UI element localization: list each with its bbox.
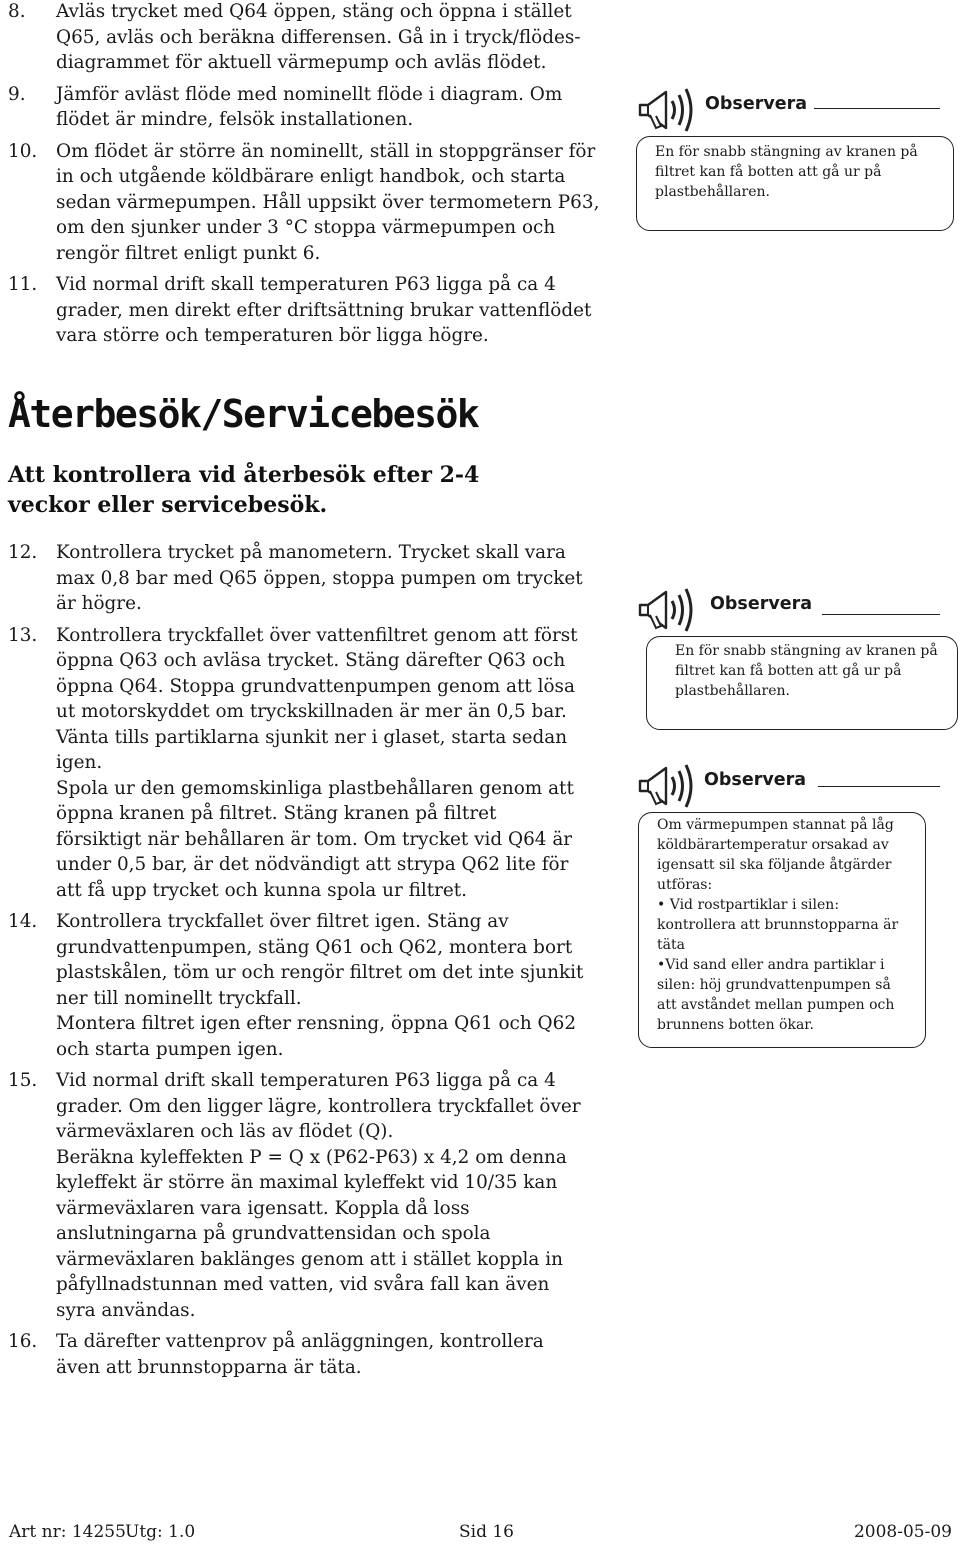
note-text: En för snabb stängning av kranen på filtret kan få botten att gå ur på plastbehållaren.: [675, 643, 938, 699]
section-heading: Återbesök/Servicebesök: [8, 392, 479, 436]
step-text: Avläs trycket med Q64 öppen, stäng och öppna i stället Q65, avläs och beräkna differensen. Gå in i tryck/flödes-diagrammet för aktuell värmepump och avläs flödet.: [56, 1, 581, 73]
step-text: Jämför avläst flöde med nominellt flöde i diagram. Om flödet är mindre, felsök installationen.: [56, 83, 563, 130]
note-text: En för snabb stängning av kranen på filtret kan få botten att gå ur på plastbehållaren.: [655, 144, 918, 200]
megaphone-icon: [636, 760, 704, 812]
step-12: [8, 540, 584, 617]
note-header: [636, 584, 954, 636]
step-text: Kontrollera tryckfallet över filtret igen. Stäng av grundvattenpumpen, stäng Q61 och Q62, montera bort plastskålen, töm ur och rengör filtret om det inte sjunkit ner till nominellt tryckfall.: [56, 911, 584, 1009]
step-15: [8, 1068, 584, 1323]
divider: [814, 108, 940, 109]
step-number: 11.: [8, 274, 38, 295]
step-number: 9.: [8, 83, 26, 105]
step-text: Ta därefter vattenprov på anläggningen, kontrollera även att brunnstopparna är täta.: [56, 1331, 544, 1378]
step-number: 16.: [8, 1331, 38, 1352]
step-text: Vid normal drift skall temperaturen P63 ligga på ca 4 grader, men direkt efter driftsättning brukar vattenflödet vara större och temperaturen bör ligga högre.: [56, 274, 592, 346]
step-number: 14.: [8, 911, 38, 932]
note-box: [636, 136, 954, 231]
step-10: [8, 139, 608, 267]
step-text: Om flödet är större än nominellt, ställ in stoppgränser för in och utgående köldbärare enligt handbok, och starta sedan värmepumpen. Håll uppsikt över termometern P63, om den sjunker under 3 °C stoppa värmepumpen och rengör filtret enligt punkt 6.: [56, 140, 600, 264]
note-observera-1: [636, 84, 954, 231]
step-number: 12.: [8, 542, 38, 563]
step-8: [8, 0, 608, 76]
step-text: Kontrollera tryckfallet över vattenfiltret genom att först öppna Q63 och avläsa trycket. Stäng därefter Q63 och öppna Q64. Stoppa grundvattenpumpen genom att lösa ut motorskyddet om tryckskillnaden är mer än 0,5 bar. Vänta tills partiklarna sjunkit ner i glaset, starta sedan igen.: [56, 624, 578, 773]
bottom-steps: [8, 540, 584, 1380]
note-header: [636, 760, 954, 812]
note-box: [638, 812, 926, 1048]
note-bullet: • Vid rostpartiklar i silen: kontrollera att brunnstopparna är täta: [657, 897, 899, 953]
step-text: Montera filtret igen efter rensning, öppna Q61 och Q62 och starta pumpen igen.: [56, 1013, 577, 1060]
divider: [818, 786, 940, 787]
step-number: 8.: [8, 1, 26, 22]
step-text: Vid normal drift skall temperaturen P63 ligga på ca 4 grader. Om den ligger lägre, kontrollera tryckfallet över värmeväxlaren och läs av flödet (Q).: [56, 1070, 581, 1142]
step-number: 13.: [8, 624, 38, 646]
step-text: Spola ur den gemomskinliga plastbehållaren genom att öppna kranen på filtret. Stäng kranen på filtret försiktigt när behållaren är tom. Om trycket vid Q64 är under 0,5 bar, är det nödvändigt att strypa Q62 lite för att få upp trycket och kunna spola ur filtret.: [56, 777, 574, 901]
top-steps: [8, 0, 608, 349]
divider: [822, 614, 940, 615]
step-14: [8, 909, 584, 1062]
step-13: [8, 623, 584, 904]
note-title: Observera: [705, 94, 808, 114]
note-header: [636, 84, 954, 136]
note-title: Observera: [704, 770, 807, 790]
step-text: Beräkna kyleffekten P = Q x (P62-P63) x 4,2 om denna kyleffekt är större än maximal kyleffekt vid 10/35 kan värmeväxlaren vara igensatt. Koppla då loss anslutningarna på grundvattensidan och spola värmeväxlaren baklänges genom att i stället koppla in påfyllnadstunnan med vatten, vid svåra fall kan även syra användas.: [56, 1146, 567, 1321]
section-subheading: Att kontrollera vid återbesök efter 2-4 veckor eller servicebesök.: [8, 462, 480, 518]
step-number: 10.: [8, 140, 38, 162]
footer-date: 2008-05-09: [853, 1522, 952, 1542]
footer-edition: Utg: 1.0: [125, 1522, 196, 1542]
footer-page-number: Sid 16: [459, 1522, 515, 1542]
note-observera-2: [636, 584, 954, 730]
step-text: Kontrollera trycket på manometern. Trycket skall vara max 0,8 bar med Q65 öppen, stoppa pumpen om trycket är högre.: [56, 542, 583, 614]
megaphone-icon: [636, 84, 704, 136]
megaphone-icon: [636, 584, 704, 636]
note-text: Om värmepumpen stannat på låg köldbärartemperatur orsakad av igensatt sil ska följande åtgärder utföras:: [657, 817, 894, 893]
note-title: Observera: [710, 594, 813, 614]
note-observera-3: [636, 760, 954, 1048]
step-16: [8, 1329, 584, 1380]
note-bullet: •Vid sand eller andra partiklar i silen: höj grundvattenpumpen så att avståndet mellan pumpen och brunnens botten ökar.: [657, 957, 895, 1033]
footer-article-number: Art nr: 14255: [9, 1522, 126, 1542]
note-box: [646, 636, 958, 730]
step-number: 15.: [8, 1070, 38, 1091]
step-9: [8, 82, 608, 133]
step-11: [8, 272, 608, 349]
